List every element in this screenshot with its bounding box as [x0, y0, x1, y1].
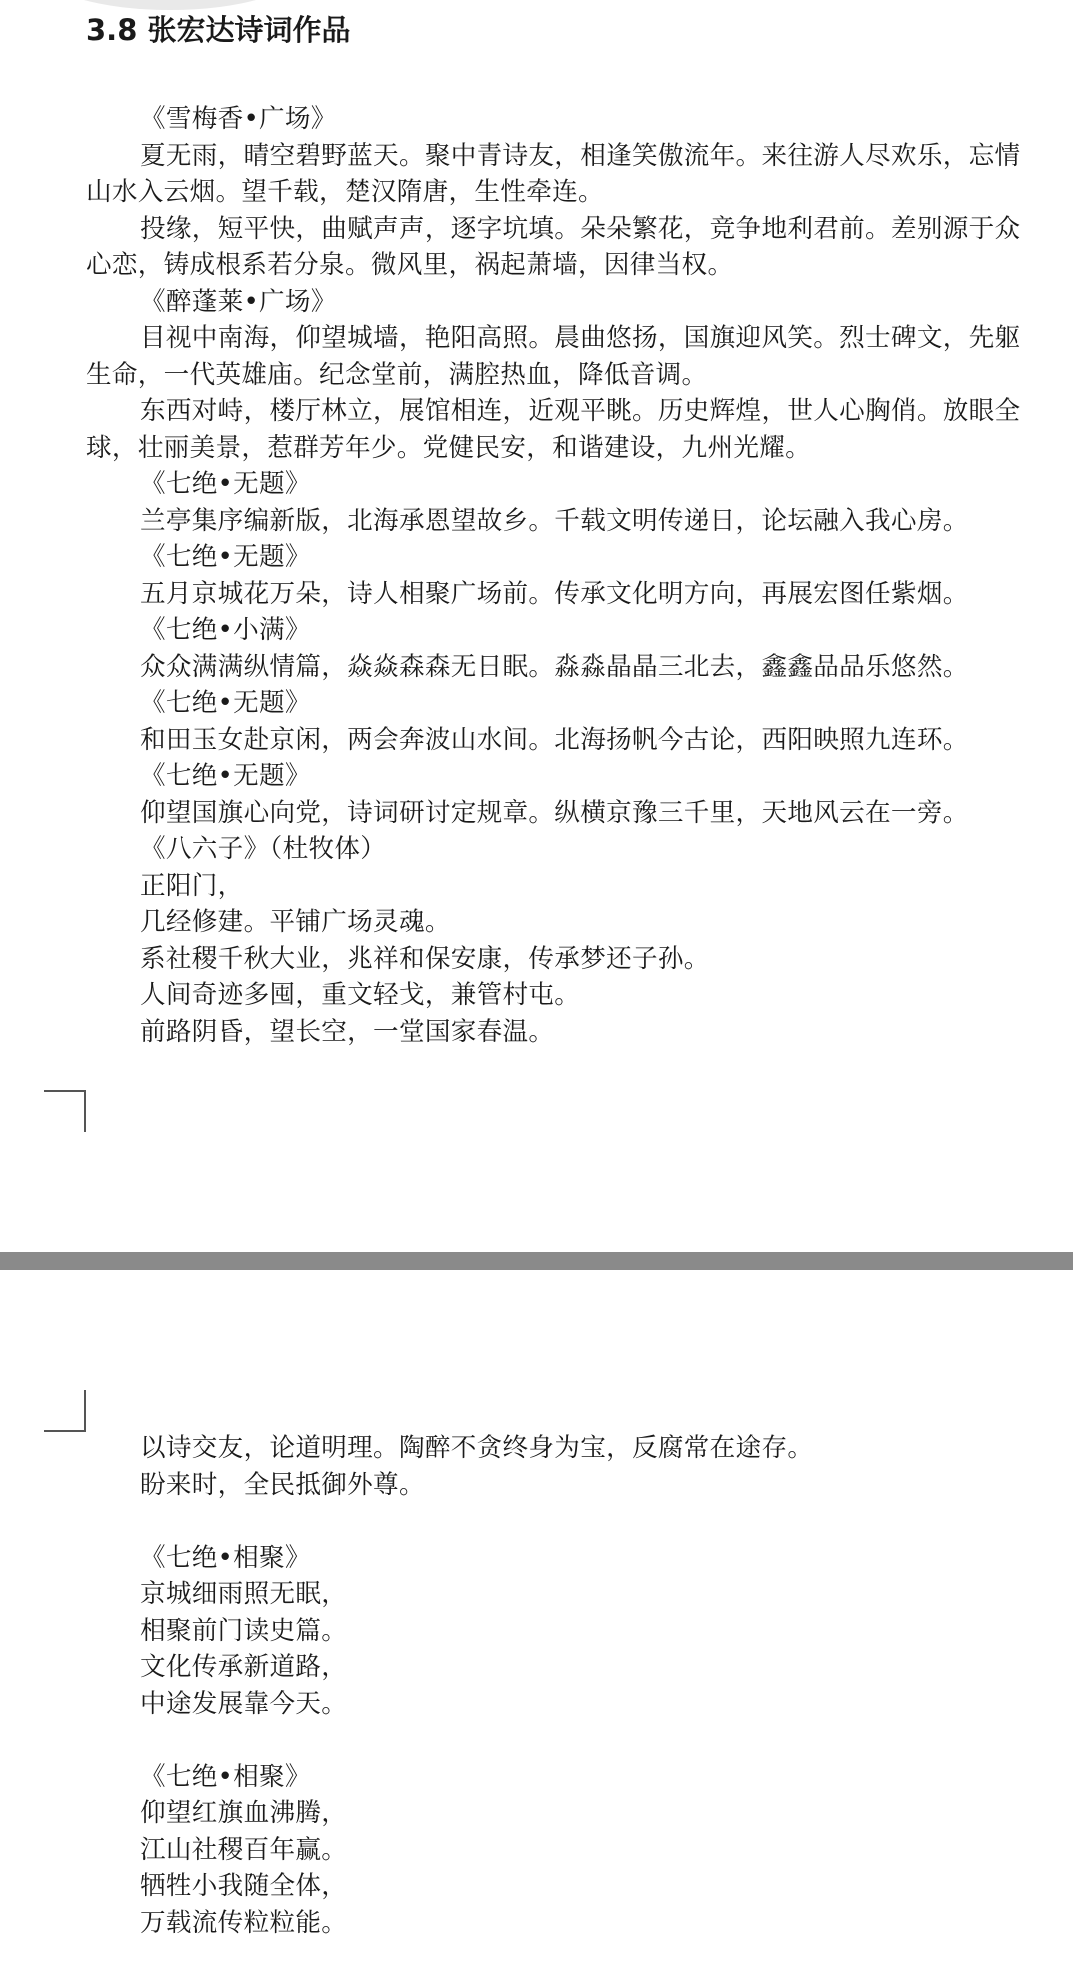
text-line: 《七绝•无题》: [140, 761, 311, 791]
text-line: 几经修建。平铺广场灵魂。: [140, 907, 451, 937]
text-line: 夏无雨，晴空碧野蓝天。聚中青诗友，相逢笑傲流年。来往游人尽欢乐，忘情: [140, 140, 1021, 171]
page-separator: [0, 1252, 1073, 1270]
text-line: 仰望国旗心向党，诗词研讨定规章。纵横京豫三千里，天地风云在一旁。: [140, 797, 969, 828]
text-line: 京城细雨照无眠，: [140, 1579, 348, 1609]
section-title: 3.8 张宏达诗词作品: [86, 13, 351, 47]
text-line: 《醉蓬莱•广场》: [140, 286, 337, 317]
text-line: 和田玉女赴京闲，两会奔波山水间。北海扬帆今古论，西阳映照九连环。: [140, 724, 969, 755]
text-line: 相聚前门读史篇。: [140, 1615, 348, 1646]
text-line: 山水入云烟。望千载，楚汉隋唐，生性牵连。: [86, 177, 604, 207]
top-edge-shadow: [40, 0, 300, 10]
text-line: 五月京城花万朵，诗人相聚广场前。传承文化明方向，再展宏图任紫烟。: [140, 578, 969, 609]
text-line: 文化传承新道路，: [140, 1652, 348, 1682]
text-line: 以诗交友，论道明理。陶醉不贪终身为宝，反腐常在途存。: [140, 1433, 814, 1463]
text-line: 《雪梅香•广场》: [140, 104, 337, 134]
text-line: 中途发展靠今天。: [140, 1688, 348, 1719]
text-line: 盼来时，全民抵御外尊。: [140, 1469, 425, 1500]
document-page-2: [0, 1270, 1073, 1976]
blank-line: [86, 1722, 1061, 1759]
text-line: 投缘，短平快，曲赋声声，逐字坑填。朵朵繁花，竞争地利君前。差别源于众: [140, 213, 1021, 244]
text-line: 《七绝•无题》: [140, 542, 311, 572]
page-margin-corner-mark: [44, 1090, 86, 1132]
text-line: 前路阴昏，望长空，一堂国家春温。: [140, 1016, 555, 1047]
text-line: 《七绝•无题》: [140, 469, 311, 499]
text-line: 仰望红旗血沸腾，: [140, 1798, 348, 1828]
page-1-text-body: [86, 101, 1061, 1050]
text-line: 人间奇迹多囤，重文轻戈，兼管村屯。: [140, 980, 581, 1010]
page-2-text-body: [86, 1430, 1061, 1941]
text-line: 众众满满纵情篇，焱焱森森无日眠。淼淼晶晶三北去，鑫鑫品品乐悠然。: [140, 651, 969, 682]
text-line: 《七绝•小满》: [140, 615, 311, 645]
blank-line: [86, 1503, 1061, 1540]
page-margin-corner-mark: [44, 1390, 86, 1432]
text-line: 正阳门，: [140, 870, 244, 901]
text-line: 牺牲小我随全体，: [140, 1871, 348, 1901]
text-line: 目视中南海，仰望城墙，艳阳高照。晨曲悠扬，国旗迎风笑。烈士碑文，先躯: [140, 323, 1021, 353]
text-line: 球，壮丽美景，惹群芳年少。党健民安，和谐建设，九州光耀。: [86, 432, 812, 463]
text-line: 系社稷千秋大业，兆祥和保安康，传承梦还子孙。: [140, 943, 710, 974]
text-line: 《七绝•相聚》: [140, 1542, 311, 1573]
text-line: 《七绝•相聚》: [140, 1761, 311, 1792]
text-line: 东西对峙，楼厅林立，展馆相连，近观平眺。历史辉煌，世人心胸俏。放眼全: [140, 396, 1021, 426]
text-line: 万载流传粒粒能。: [140, 1907, 348, 1938]
text-line: 心恋，铸成根系若分泉。微风里，祸起萧墙，因律当权。: [86, 250, 734, 280]
text-line: 兰亭集序编新版，北海承恩望故乡。千载文明传递日，论坛融入我心房。: [140, 505, 969, 536]
text-line: 《七绝•无题》: [140, 688, 311, 718]
text-line: 《八六子》（杜牧体）: [140, 834, 387, 864]
text-line: 江山社稷百年赢。: [140, 1834, 348, 1865]
text-line: 生命，一代英雄庙。纪念堂前，满腔热血，降低音调。: [86, 359, 708, 390]
